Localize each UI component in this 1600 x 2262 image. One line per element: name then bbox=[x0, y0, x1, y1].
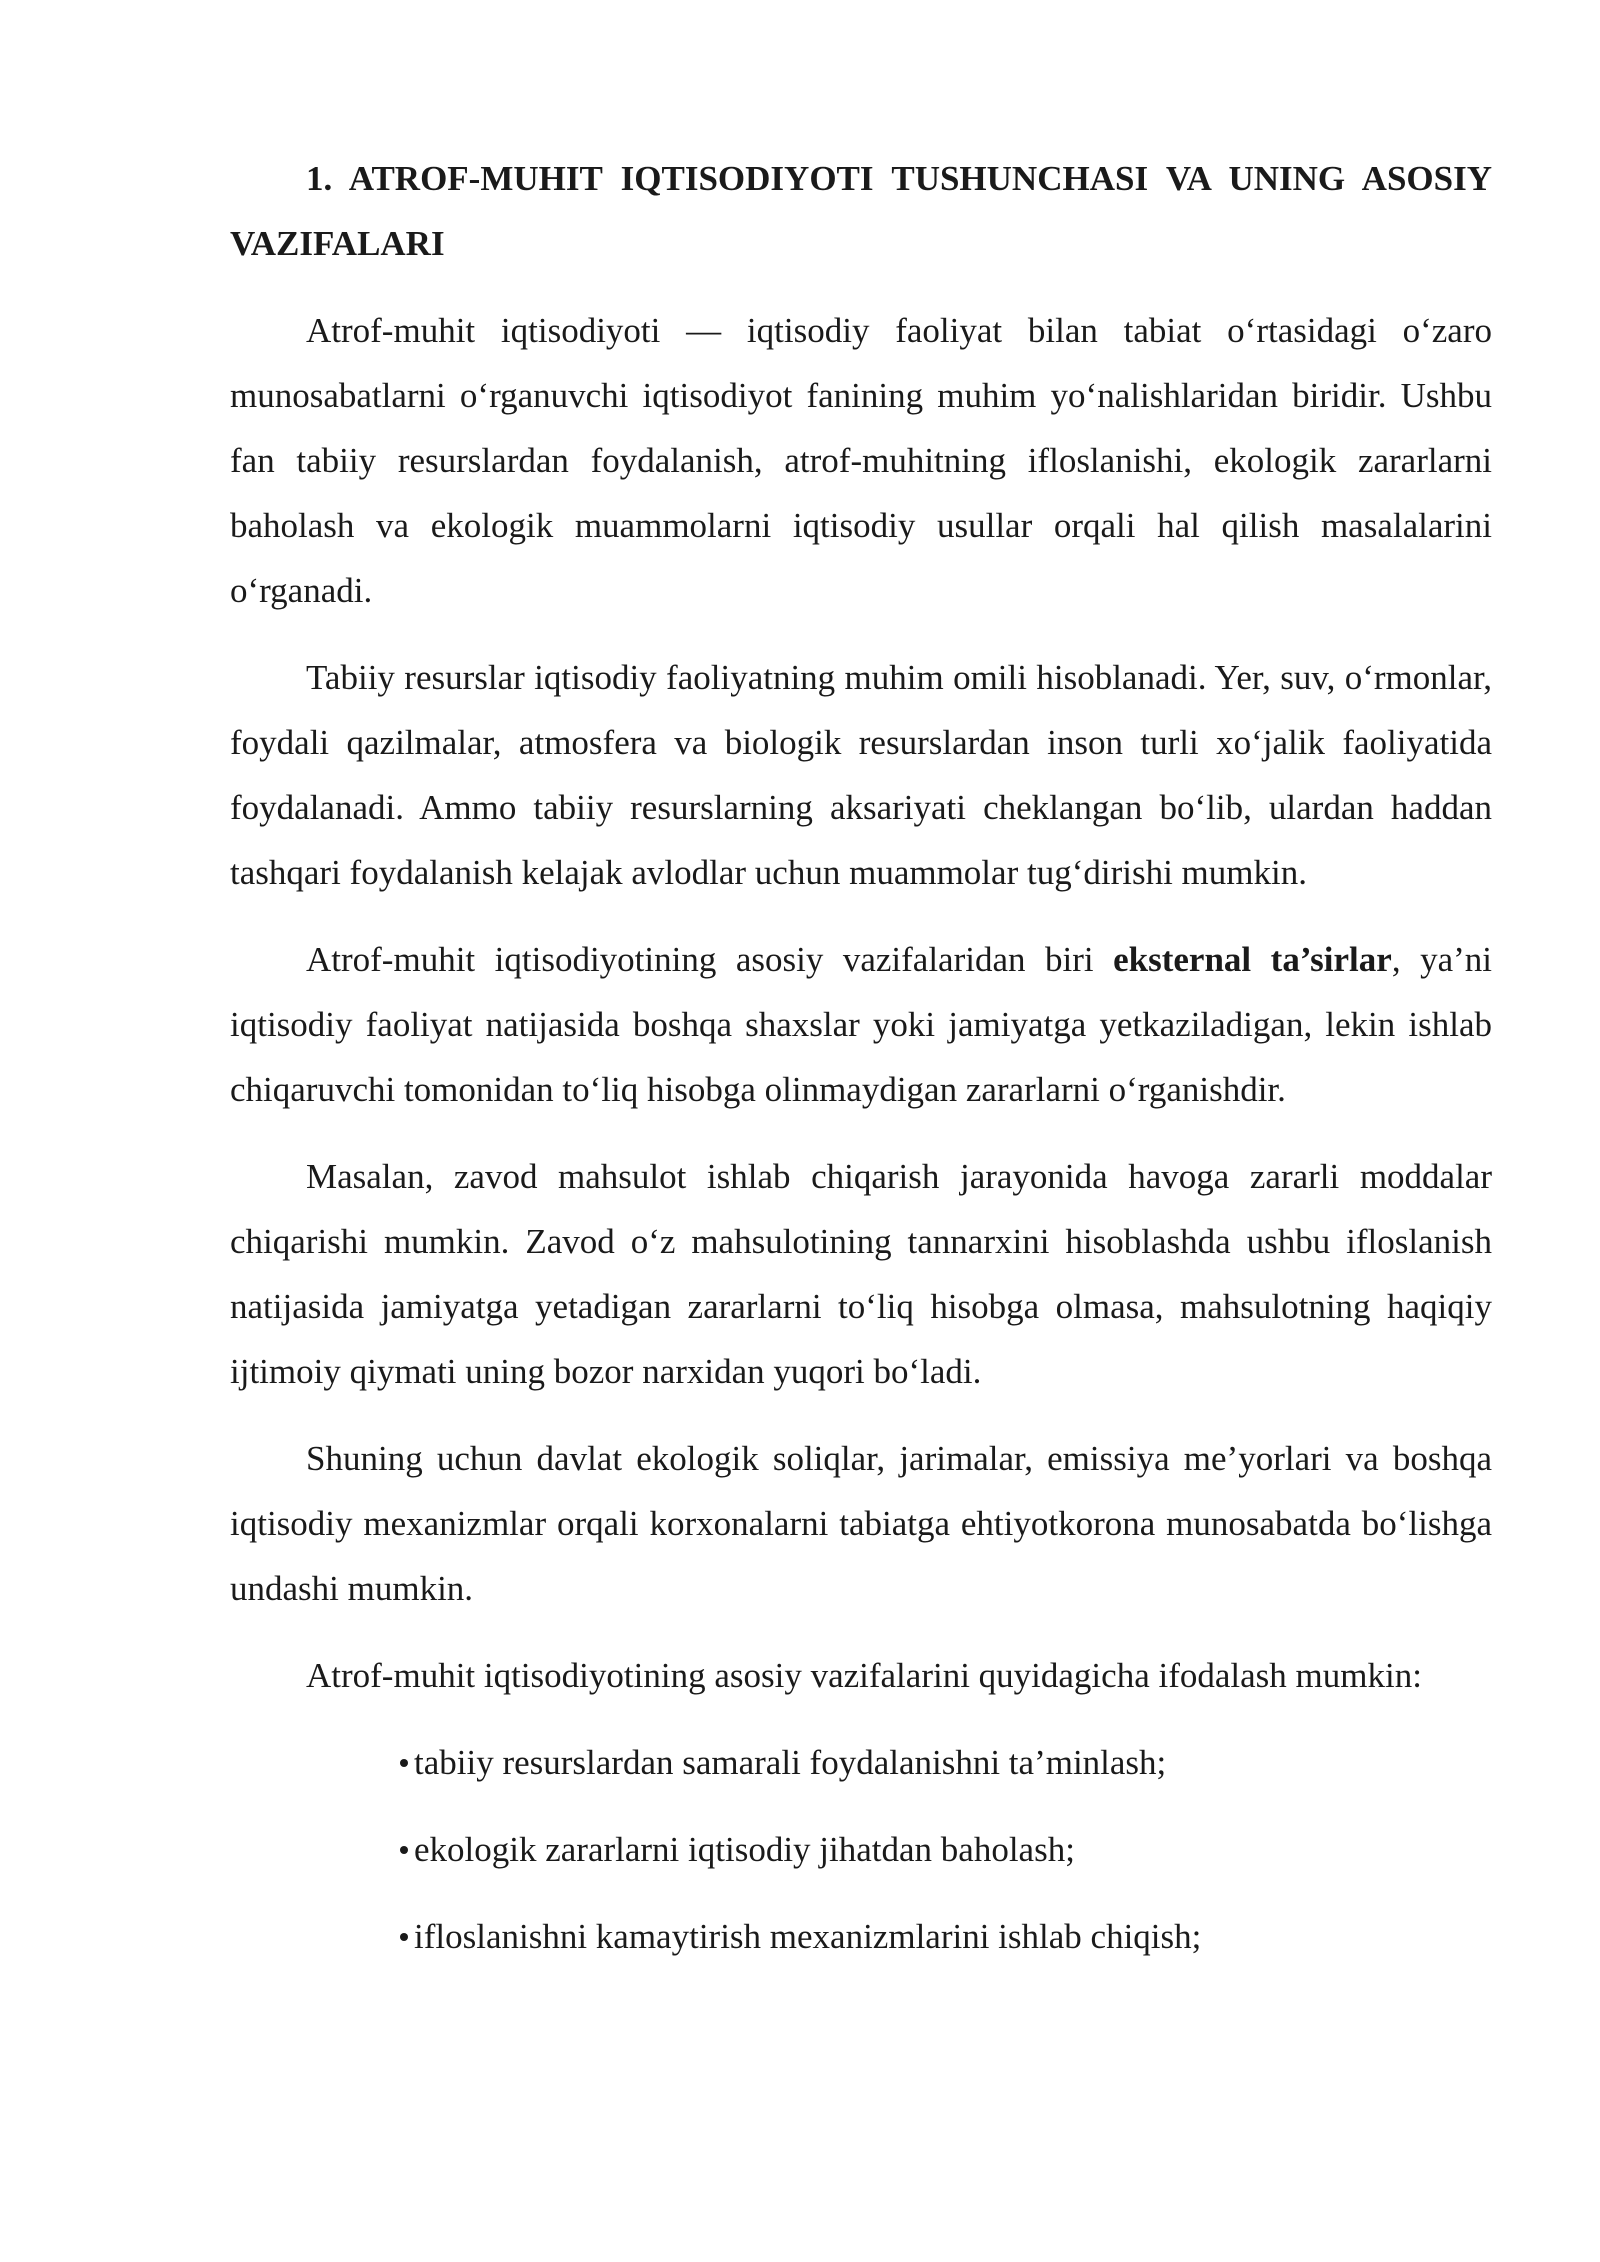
paragraph-externalities bbox=[230, 927, 1492, 1122]
list-item bbox=[400, 1730, 1492, 1795]
section-heading: 1. ATROF-MUHIT IQTISODIYOTI TUSHUNCHASI VA UNING ASOSIY VAZIFALARI bbox=[230, 159, 1492, 263]
paragraph-natural-resources: Tabiiy resurslar iqtisodiy faoliyatning muhim omili hisoblanadi. Yer, suv, o‘rmonlar, foydali qazilmalar, atmosfera va biologik resurslardan inson turli xo‘jalik faoliyatida foydalanadi. Ammo tabiiy resurslarning aksariyati cheklangan bo‘lib, ulardan haddan tashqari foydalanish kelajak avlodlar uchun muammolar tug‘dirishi mumkin. bbox=[230, 658, 1492, 892]
paragraph-definition: Atrof-muhit iqtisodiyoti — iqtisodiy faoliyat bilan tabiat o‘rtasidagi o‘zaro munosabatlarni o‘rganuvchi iqtisodiyot fanining muhim yo‘nalishlaridan biridir. Ushbu fan tabiiy resurslardan foydalanish, atrof-muhitning ifloslanishi, ekologik zararlarni baholash va ekologik muammolarni iqtisodiy usullar orqali hal qilish masalalarini o‘rganadi. bbox=[230, 311, 1492, 610]
tasks-bullet-list bbox=[230, 1730, 1492, 1969]
paragraph-tasks-intro: Atrof-muhit iqtisodiyotining asosiy vazifalarini quyidagicha ifodalash mumkin: bbox=[306, 1656, 1422, 1695]
list-item bbox=[400, 1817, 1492, 1882]
list-item-text: tabiiy resurslardan samarali foydalanishni ta’minlash; bbox=[414, 1743, 1167, 1782]
list-item-text: ifloslanishni kamaytirish mexanizmlarini ishlab chiqish; bbox=[414, 1917, 1202, 1956]
bullet-icon bbox=[400, 1759, 408, 1767]
paragraph-government-measures: Shuning uchun davlat ekologik soliqlar, jarimalar, emissiya me’yorlari va boshqa iqtisodiy mexanizmlar orqali korxonalarni tabiatga ehtiyotkorona munosabatda bo‘lishga undashi mumkin. bbox=[230, 1439, 1492, 1608]
externality-text-after: , ya’ni iqtisodiy faoliyat natijasida boshqa shaxslar yoki jamiyatga yetkaziladigan, lekin ishlab chiqaruvchi tomonidan to‘liq hisobga olinmaydigan zararlarni o‘rganishdir. bbox=[230, 940, 1492, 1109]
list-item bbox=[400, 1904, 1492, 1969]
document-page bbox=[230, 146, 1492, 1991]
list-item-text: ekologik zararlarni iqtisodiy jihatdan baholash; bbox=[414, 1830, 1075, 1869]
paragraph-factory-example: Masalan, zavod mahsulot ishlab chiqarish jarayonida havoga zararli moddalar chiqarishi mumkin. Zavod o‘z mahsulotining tannarxini hisoblashda ushbu ifloslanish natijasida jamiyatga yetadigan zararlarni to‘liq hisobga olmasa, mahsulotning haqiqiy ijtimoiy qiymati uning bozor narxidan yuqori bo‘ladi. bbox=[230, 1157, 1492, 1391]
bullet-icon bbox=[400, 1933, 408, 1941]
bullet-icon bbox=[400, 1846, 408, 1854]
externality-bold-term: eksternal ta’sirlar bbox=[1113, 940, 1392, 979]
externality-text-before: Atrof-muhit iqtisodiyotining asosiy vazifalaridan biri bbox=[306, 940, 1114, 979]
